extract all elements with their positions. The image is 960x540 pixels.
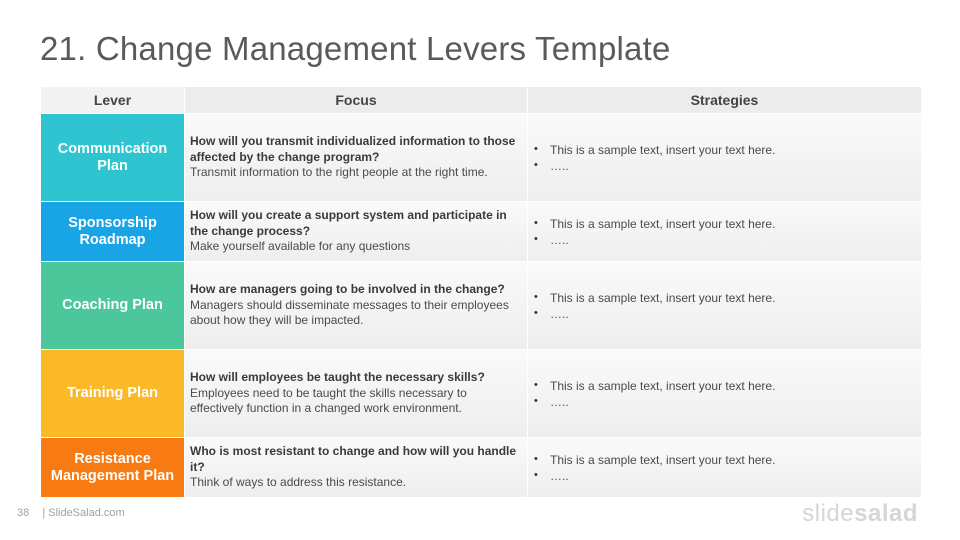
header-focus: Focus <box>185 87 527 113</box>
focus-question: How will you transmit individualized information to those affected by the change program? <box>190 134 516 164</box>
focus-cell <box>185 350 527 437</box>
strategies-cell <box>528 202 921 261</box>
logo-text-part2: salad <box>854 500 918 527</box>
focus-question: How are managers going to be involved in the change? <box>190 282 505 297</box>
strategies-cell <box>528 438 921 497</box>
strategy-item: • This is a sample text, insert your text here. <box>534 452 921 468</box>
focus-answer: Make yourself available for any questions <box>190 239 411 254</box>
strategies-cell <box>528 114 921 201</box>
strategies-list <box>534 142 921 174</box>
lever-coaching-plan: Coaching Plan <box>41 262 184 349</box>
strategies-cell <box>528 350 921 437</box>
header-lever: Lever <box>41 87 184 113</box>
strategy-item: • ….. <box>534 306 921 322</box>
focus-cell <box>185 438 527 497</box>
page-number: 38 <box>17 507 30 519</box>
strategies-list <box>534 378 921 410</box>
strategies-list <box>534 216 921 248</box>
strategy-item: • ….. <box>534 468 921 484</box>
strategy-item: • This is a sample text, insert your text here. <box>534 378 921 394</box>
header-strategies: Strategies <box>528 87 921 113</box>
strategy-item: • ….. <box>534 232 921 248</box>
strategy-item: • ….. <box>534 394 921 410</box>
slidesalad-logo <box>802 500 918 528</box>
lever-sponsorship-roadmap: Sponsorship Roadmap <box>41 202 184 261</box>
focus-question: How will you create a support system and participate in the change process? <box>190 208 507 238</box>
strategy-item: • ….. <box>534 158 921 174</box>
slide-title: 21. Change Management Levers Template <box>40 30 671 67</box>
strategy-item: • This is a sample text, insert your text here. <box>534 290 921 306</box>
levers-table <box>41 87 919 497</box>
lever-training-plan: Training Plan <box>41 350 184 437</box>
focus-cell <box>185 262 527 349</box>
strategy-item: • This is a sample text, insert your text here. <box>534 216 921 232</box>
strategy-item: • This is a sample text, insert your text here. <box>534 142 921 158</box>
focus-answer: Managers should disseminate messages to their employees about how they will be impacted. <box>190 297 509 328</box>
focus-cell <box>185 114 527 201</box>
lever-communication-plan: Communication Plan <box>41 114 184 201</box>
focus-answer: Employees need to be taught the skills necessary to effectively function in a changed work environment. <box>190 385 467 416</box>
focus-cell <box>185 202 527 261</box>
strategies-list <box>534 452 921 484</box>
focus-answer: Think of ways to address this resistance. <box>190 475 407 490</box>
focus-question: Who is most resistant to change and how will you handle it? <box>190 444 517 474</box>
footer <box>17 507 125 519</box>
logo-text-part1: slide <box>802 500 855 527</box>
strategies-list <box>534 290 921 322</box>
footer-site: | SlideSalad.com <box>42 507 125 519</box>
strategies-cell <box>528 262 921 349</box>
focus-question: How will employees be taught the necessary skills? <box>190 370 485 385</box>
lever-resistance-management-plan: Resistance Management Plan <box>41 438 184 497</box>
focus-answer: Transmit information to the right people at the right time. <box>190 165 488 180</box>
